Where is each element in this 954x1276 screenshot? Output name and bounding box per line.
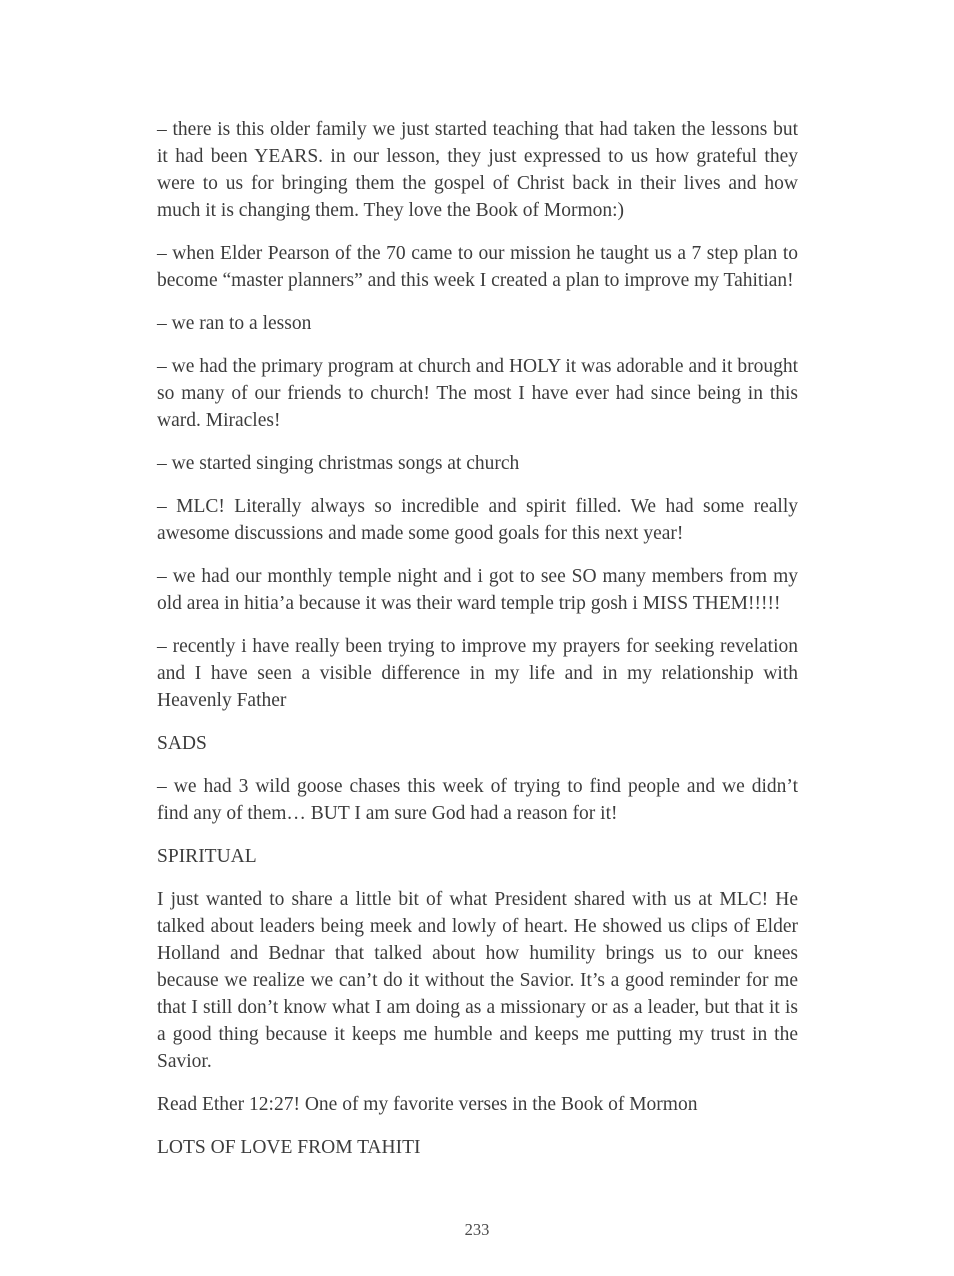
section-heading-spiritual: SPIRITUAL xyxy=(157,846,257,867)
bullet-paragraph-christmas-songs: – we started singing christmas songs at church xyxy=(157,453,520,474)
bullet-paragraph-ran-to-lesson: – we ran to a lesson xyxy=(157,313,312,334)
section-heading-sads: SADS xyxy=(157,733,207,754)
closing-line-lots-of-love: LOTS OF LOVE FROM TAHITI xyxy=(157,1137,421,1158)
bullet-paragraph-temple-night: – we had our monthly temple night and i got to see SO many members from my old area in hitia’a because it was their ward temple trip gosh i MISS THEM!!!!! xyxy=(157,566,798,614)
body-paragraph-read-ether: Read Ether 12:27! One of my favorite verses in the Book of Mormon xyxy=(157,1094,698,1115)
bullet-paragraph-prayers: – recently i have really been trying to improve my prayers for seeking revelation and I have seen a visible difference in my life and in my relationship with Heavenly Father xyxy=(157,636,798,711)
bullet-paragraph-elder-pearson: – when Elder Pearson of the 70 came to our mission he taught us a 7 step plan to become “master planners” and this week I created a plan to improve my Tahitian! xyxy=(157,243,798,291)
bullet-paragraph-older-family: – there is this older family we just started teaching that had taken the lessons but it had been YEARS. in our lesson, they just expressed to us how grateful they were to us for bringing them the gospel of Christ back in their lives and how much it is changing them. They love the Book of Mormon:) xyxy=(157,119,798,221)
body-paragraph-president-mlc: I just wanted to share a little bit of what President shared with us at MLC! He talked about leaders being meek and lowly of heart. He showed us clips of Elder Holland and Bednar that talked about how humility brings us to our knees because we realize we can’t do it without the Savior. It’s a good reminder for me that I still don’t know what I am doing as a missionary or as a leader, but that it is a good thing because it keeps me humble and keeps me putting my trust in the Savior. xyxy=(157,889,798,1072)
bullet-paragraph-goose-chases: – we had 3 wild goose chases this week of trying to find people and we didn’t find any of them… BUT I am sure God had a reason for it! xyxy=(157,776,798,824)
page-number: 233 xyxy=(464,1220,490,1239)
bullet-paragraph-primary-program: – we had the primary program at church and HOLY it was adorable and it brought so many of our friends to church! The most I have ever had since being in this ward. Miracles! xyxy=(157,356,798,431)
bullet-paragraph-mlc: – MLC! Literally always so incredible and spirit filled. We had some really awesome discussions and made some good goals for this next year! xyxy=(157,496,798,544)
letter-body xyxy=(157,116,798,1177)
